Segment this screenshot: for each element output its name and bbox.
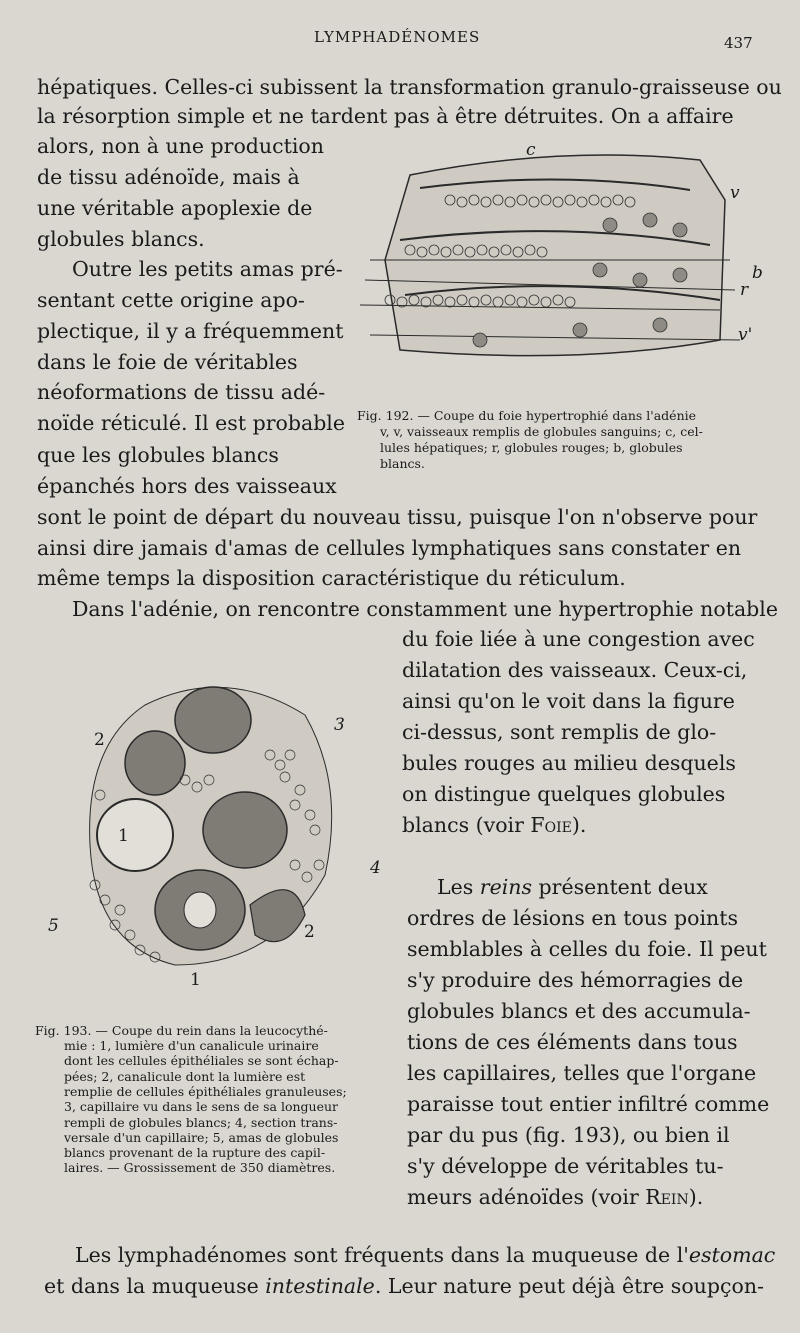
text-line: noïde réticulé. Il est probable (37, 411, 346, 435)
emphasis-intestinale: intestinale (265, 1274, 375, 1298)
fig193-caption-line: 3, capillaire vu dans le sens de sa longueur (64, 1099, 339, 1114)
fig192-label-b: b (752, 263, 763, 283)
text-line: tions de ces éléments dans tous (407, 1030, 738, 1054)
fig192-caption-line: v, v, vaisseaux remplis de globules sanguins; c, cel- (380, 424, 703, 439)
text-line (75, 1240, 775, 1270)
fig193-label-5: 5 (48, 916, 59, 936)
text-line: plectique, il y a fréquemment (37, 319, 344, 343)
text-line: hépatiques. Celles-ci subissent la transformation granulo-graisseuse ou (37, 75, 782, 99)
text-line: on distingue quelques globules (402, 782, 726, 806)
text-line: dans le foie de véritables (37, 350, 298, 374)
fig192-caption-line: blancs. (380, 456, 425, 471)
cross-reference-rein: Rein (645, 1185, 689, 1209)
fig193-label-1: 1 (118, 826, 129, 846)
text-line: la résorption simple et ne tardent pas à être détruites. On a affaire (37, 104, 734, 128)
text-line: néoformations de tissu adé- (37, 380, 326, 404)
text-line: les capillaires, telles que l'organe (407, 1061, 757, 1085)
text-line: Dans l'adénie, on rencontre constamment une hypertrophie notable (72, 597, 778, 621)
text-line: paraisse tout entier infiltré comme (407, 1092, 770, 1116)
text-line: sentant cette origine apo- (37, 288, 305, 312)
fig193-label-2b: 2 (304, 922, 315, 942)
fig192-caption-line: Fig. 192. — Coupe du foie hypertrophié dans l'adénie (357, 408, 697, 423)
text-line (407, 1182, 703, 1212)
cross-reference-foie: Foie (530, 813, 572, 837)
text-span: meurs adénoïdes (voir (407, 1185, 646, 1209)
text-line: dilatation des vaisseaux. Ceux-ci, (402, 658, 748, 682)
text-span: ). (571, 813, 587, 837)
text-line: alors, non à une production (37, 134, 324, 158)
text-line: ci-dessus, sont remplis de glo- (402, 720, 717, 744)
text-line: globules blancs. (37, 227, 205, 251)
page-number: 437 (724, 34, 753, 52)
fig192-label-c: c (526, 140, 536, 160)
text-line: une véritable apoplexie de (37, 196, 313, 220)
fig192-caption-line: lules hépatiques; r, globules rouges; b, globules (380, 440, 683, 455)
text-span: et dans la muqueuse (44, 1274, 266, 1298)
text-span: . Leur nature peut déjà être soupçon- (374, 1274, 764, 1298)
text-span: blancs (voir (402, 813, 531, 837)
fig192-label-r: r (740, 280, 749, 300)
fig193-caption-line: mie : 1, lumière d'un canalicule urinaire (64, 1038, 319, 1053)
running-title: LYMPHADÉNOMES (314, 28, 481, 46)
liver-tissue-drawing (360, 155, 740, 356)
fig193-caption-line: dont les cellules épithéliales se sont échap- (64, 1053, 339, 1068)
fig192-label-v-prime: v' (738, 325, 753, 345)
text-line: sont le point de départ du nouveau tissu, puisque l'on n'observe pour (37, 505, 758, 529)
fig193-caption-line: Fig. 193. — Coupe du rein dans la leucocythé- (35, 1023, 328, 1038)
text-span: présentent deux (532, 875, 708, 899)
text-line: globules blancs et des accumula- (407, 999, 751, 1023)
emphasis-estomac: estomac (688, 1243, 776, 1267)
text-line: Outre les petits amas pré- (72, 257, 343, 281)
text-line (44, 1271, 764, 1301)
text-line: semblables à celles du foie. Il peut (407, 937, 767, 961)
text-span: ). (688, 1185, 704, 1209)
text-line: par du pus (fig. 193), ou bien il (407, 1123, 730, 1147)
fig193-caption-line: blancs provenant de la rupture des capil- (64, 1145, 326, 1160)
text-line: bules rouges au milieu desquels (402, 751, 736, 775)
text-line: épanchés hors des vaisseaux (37, 474, 337, 498)
text-line (402, 810, 586, 840)
text-line: même temps la disposition caractéristique du réticulum. (37, 566, 626, 590)
fig193-caption-line: versale d'un capillaire; 5, amas de globules (64, 1130, 339, 1145)
text-line (437, 872, 708, 902)
text-span: Les lymphadénomes sont fréquents dans la muqueuse de l' (75, 1243, 689, 1267)
fig193-caption-line: remplie de cellules épithéliales granuleuses; (64, 1084, 347, 1099)
text-line: ainsi qu'on le voit dans la figure (402, 689, 735, 713)
fig193-caption-line: rempli de globules blancs; 4, section trans- (64, 1115, 338, 1130)
text-line: s'y produire des hémorragies de (407, 968, 744, 992)
text-line: s'y développe de véritables tu- (407, 1154, 724, 1178)
fig193-label-3: 3 (334, 715, 345, 735)
fig193-label-4: 4 (370, 858, 381, 878)
fig193-caption-line: pées; 2, canalicule dont la lumière est (64, 1069, 306, 1084)
fig193-label-1b: 1 (190, 970, 201, 990)
fig192-label-v: v (730, 183, 740, 203)
text-line: de tissu adénoïde, mais à (37, 165, 300, 189)
text-span: Les (437, 875, 480, 899)
fig193-label-2: 2 (94, 730, 105, 750)
text-line: que les globules blancs (37, 443, 279, 467)
liver-section-figure (360, 140, 770, 370)
emphasis-reins: reins (479, 875, 533, 899)
text-line: ordres de lésions en tous points (407, 906, 739, 930)
fig193-caption-line: laires. — Grossissement de 350 diamètres. (64, 1160, 336, 1175)
text-line: du foie liée à une congestion avec (402, 627, 755, 651)
text-line: ainsi dire jamais d'amas de cellules lymphatiques sans constater en (37, 536, 742, 560)
